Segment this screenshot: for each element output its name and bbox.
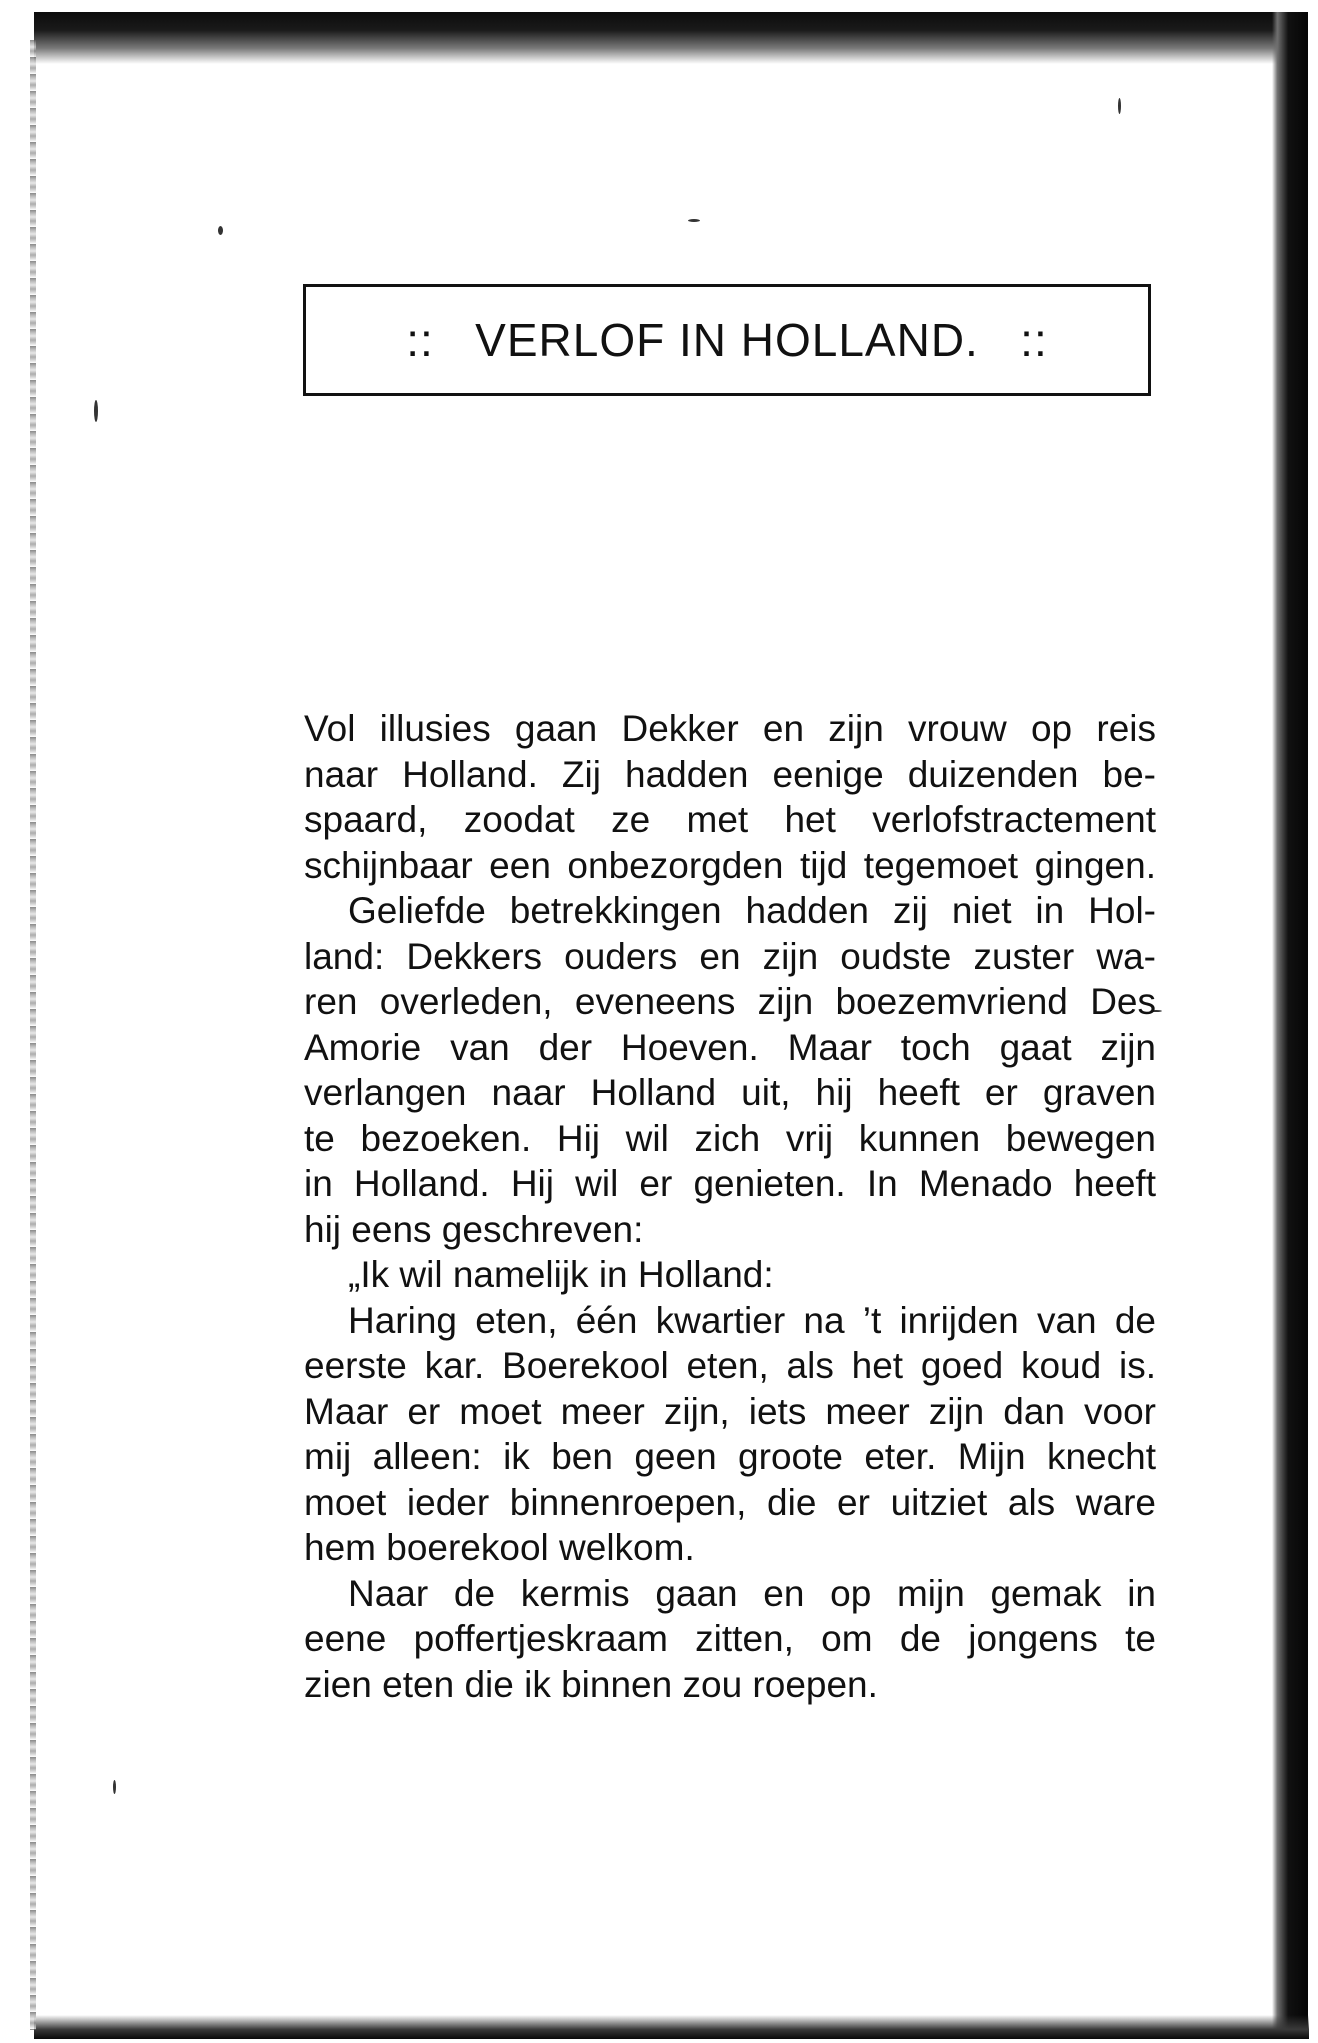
text-line: mij alleen: ik ben geen groote eter. Mijn knecht xyxy=(304,1436,1156,1477)
text-line: „Ik wil namelijk in Holland: xyxy=(348,1254,774,1295)
text-line: eene poffertjeskraam zitten, om de jongens te xyxy=(304,1618,1156,1659)
text-line: schijnbaar een onbezorgden tijd tegemoet gingen. xyxy=(304,844,1156,886)
text-line: verlangen naar Holland uit, hij heeft er graven xyxy=(304,1072,1156,1113)
chapter-heading: :: VERLOF IN HOLLAND. :: xyxy=(406,314,1048,366)
page-edge-right xyxy=(1272,12,1308,2032)
text-line: eerste kar. Boerekool eten, als het goed koud is. xyxy=(304,1345,1156,1386)
text-line: spaard, zoodat ze met het verlofstractement xyxy=(304,799,1156,840)
page-edge-top xyxy=(34,12,1304,64)
text-line: Vol illusies gaan Dekker en zijn vrouw op reis xyxy=(304,708,1156,749)
text-line: zien eten die ik binnen zou roepen. xyxy=(304,1663,878,1705)
text-line: in Holland. Hij wil er genieten. In Menado heeft xyxy=(304,1163,1156,1204)
scan-speck xyxy=(113,1780,116,1794)
text-line: te bezoeken. Hij wil zich vrij kunnen bewegen xyxy=(304,1117,1156,1159)
text-line: Amorie van der Hoeven. Maar toch gaat zijn xyxy=(304,1026,1156,1068)
text-line: Geliefde betrekkingen hadden zij niet in Hol- xyxy=(348,890,1156,931)
scan-speck xyxy=(218,226,223,235)
page-edge-bottom xyxy=(34,2015,1309,2039)
text-line: Naar de kermis gaan en op mijn gemak in xyxy=(348,1572,1156,1614)
text-line: hij eens geschreven: xyxy=(304,1208,644,1250)
scan-speck xyxy=(688,219,700,222)
text-line: Maar er moet meer zijn, iets meer zijn dan voor xyxy=(304,1390,1156,1432)
text-line: ren overleden, eveneens zijn boezemvriend Des xyxy=(304,981,1156,1022)
text-line: land: Dekkers ouders en zijn oudste zuster wa- xyxy=(304,935,1156,977)
page-edge-left xyxy=(30,40,36,2030)
body-text xyxy=(304,706,1156,1707)
text-line: moet ieder binnenroepen, die er uitziet als ware xyxy=(304,1481,1156,1523)
text-line: hem boerekool welkom. xyxy=(304,1527,695,1568)
text-line: naar Holland. Zij hadden eenige duizenden be- xyxy=(304,753,1156,795)
scan-speck xyxy=(1118,98,1121,114)
chapter-heading-box xyxy=(303,284,1151,396)
scan-speck xyxy=(94,400,98,422)
text-line: Haring eten, één kwartier na ’t inrijden van de xyxy=(348,1299,1156,1341)
